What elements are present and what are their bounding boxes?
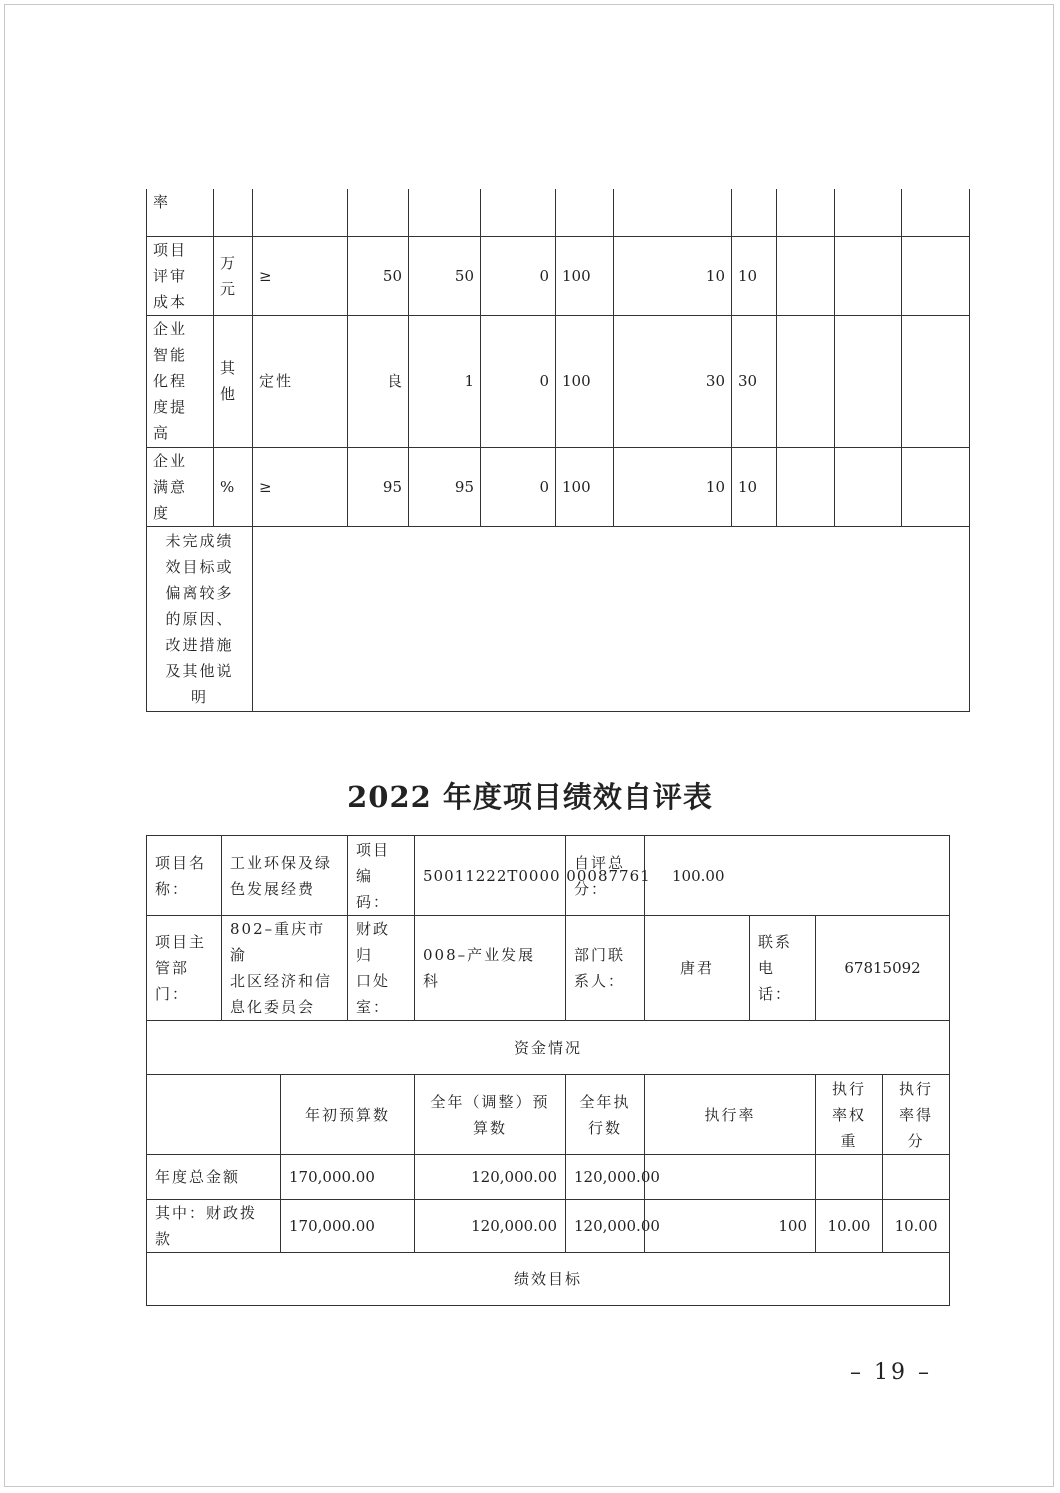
weight-cell: 10 xyxy=(614,447,732,526)
table-row xyxy=(147,315,970,447)
project-name-value: 工业环保及绿 色发展经费 xyxy=(222,836,348,916)
goals-section-title: 绩效目标 xyxy=(147,1253,950,1306)
extra-cell xyxy=(777,447,835,526)
office-label: 财政归 口处 室： xyxy=(348,916,415,1021)
extra-cell xyxy=(902,236,970,315)
extra-cell xyxy=(835,189,902,236)
weight-cell xyxy=(614,189,732,236)
indicator-name-cell: 项目 评审 成本 xyxy=(147,236,214,315)
completion-cell: 100 xyxy=(556,236,614,315)
target-cell: 95 xyxy=(348,447,409,526)
funds-header-initial: 年初预算数 xyxy=(281,1075,415,1155)
deviation-cell: 0 xyxy=(481,315,556,447)
table-row xyxy=(147,916,950,1021)
dept-value: 802–重庆市渝 北区经济和信 息化委员会 xyxy=(222,916,348,1021)
extra-cell xyxy=(835,315,902,447)
completion-cell: 100 xyxy=(556,447,614,526)
score-cell: 10 xyxy=(732,236,777,315)
self-score-value: 100.00 xyxy=(645,836,950,916)
project-name-label: 项目名 称： xyxy=(147,836,222,916)
extra-cell xyxy=(777,236,835,315)
remarks-value xyxy=(253,526,970,711)
table-row xyxy=(147,236,970,315)
performance-indicator-table xyxy=(146,189,970,712)
contact-label: 部门联 系人： xyxy=(566,916,645,1021)
extra-cell xyxy=(835,236,902,315)
table-row xyxy=(147,1021,950,1075)
actual-cell xyxy=(409,189,481,236)
funds-initial-cell: 170,000.00 xyxy=(281,1200,415,1253)
contact-value: 唐君 xyxy=(645,916,750,1021)
funds-header-blank xyxy=(147,1075,281,1155)
extra-cell xyxy=(902,447,970,526)
funds-weight-cell xyxy=(816,1155,883,1200)
funds-header-row xyxy=(147,1075,950,1155)
dept-label: 项目主 管部 门： xyxy=(147,916,222,1021)
indicator-name-cell: 企业 智能 化程 度提 高 xyxy=(147,315,214,447)
completion-cell: 100 xyxy=(556,315,614,447)
operator-cell: ≥ xyxy=(253,236,348,315)
unit-cell: 万 元 xyxy=(214,236,253,315)
unit-cell xyxy=(214,189,253,236)
project-code-label: 项目编 码： xyxy=(348,836,415,916)
score-cell: 10 xyxy=(732,447,777,526)
indicator-name-cell: 企业 满意 度 xyxy=(147,447,214,526)
actual-cell: 95 xyxy=(409,447,481,526)
funds-adjusted-cell: 120,000.00 xyxy=(415,1155,566,1200)
funds-row-label: 年度总金额 xyxy=(147,1155,281,1200)
score-cell xyxy=(732,189,777,236)
funds-header-adjusted: 全年（调整）预 算数 xyxy=(415,1075,566,1155)
table-row xyxy=(147,836,950,916)
operator-cell: 定性 xyxy=(253,315,348,447)
funds-executed-cell: 120,000.00 xyxy=(566,1200,645,1253)
funds-initial-cell: 170,000.00 xyxy=(281,1155,415,1200)
funds-row-label: 其中：财政拨 款 xyxy=(147,1200,281,1253)
indicator-name-cell: 率 xyxy=(147,189,214,236)
deviation-cell: 0 xyxy=(481,447,556,526)
table-row xyxy=(147,447,970,526)
page-number: – 19 – xyxy=(850,1360,932,1385)
funds-rate-cell xyxy=(645,1155,816,1200)
deviation-cell xyxy=(481,189,556,236)
weight-cell: 30 xyxy=(614,315,732,447)
funds-header-score: 执行 率得 分 xyxy=(883,1075,950,1155)
deviation-cell: 0 xyxy=(481,236,556,315)
phone-value: 67815092 xyxy=(816,916,950,1021)
project-code-value: 50011222T0000 00087761 xyxy=(415,836,566,916)
target-cell: 良 xyxy=(348,315,409,447)
funds-header-rate: 执行率 xyxy=(645,1075,816,1155)
table-row xyxy=(147,526,970,711)
funds-adjusted-cell: 120,000.00 xyxy=(415,1200,566,1253)
unit-cell: 其 他 xyxy=(214,315,253,447)
table-row xyxy=(147,189,970,236)
funds-rate-cell: 100 xyxy=(645,1200,816,1253)
extra-cell xyxy=(902,189,970,236)
remarks-label: 未完成绩 效目标或 偏离较多 的原因、 改进措施 及其他说 明 xyxy=(147,526,253,711)
self-score-label: 自评总 分： xyxy=(566,836,645,916)
completion-cell xyxy=(556,189,614,236)
weight-cell: 10 xyxy=(614,236,732,315)
funds-score-cell: 10.00 xyxy=(883,1200,950,1253)
funds-header-weight: 执行 率权 重 xyxy=(816,1075,883,1155)
funds-executed-cell: 120,000.00 xyxy=(566,1155,645,1200)
funds-header-executed: 全年执行数 xyxy=(566,1075,645,1155)
table-row xyxy=(147,1155,950,1200)
target-cell xyxy=(348,189,409,236)
actual-cell: 50 xyxy=(409,236,481,315)
table-row xyxy=(147,1253,950,1306)
extra-cell xyxy=(777,315,835,447)
funds-weight-cell: 10.00 xyxy=(816,1200,883,1253)
unit-cell: % xyxy=(214,447,253,526)
extra-cell xyxy=(835,447,902,526)
operator-cell: ≥ xyxy=(253,447,348,526)
funds-section-title: 资金情况 xyxy=(147,1021,950,1075)
operator-cell xyxy=(253,189,348,236)
page-title: 2022 年度项目绩效自评表 xyxy=(347,780,713,814)
actual-cell: 1 xyxy=(409,315,481,447)
extra-cell xyxy=(777,189,835,236)
phone-label: 联系 电 话： xyxy=(750,916,816,1021)
self-evaluation-table xyxy=(146,835,950,1306)
score-cell: 30 xyxy=(732,315,777,447)
funds-score-cell xyxy=(883,1155,950,1200)
table-row xyxy=(147,1200,950,1253)
office-value: 008–产业发展 科 xyxy=(415,916,566,1021)
extra-cell xyxy=(902,315,970,447)
target-cell: 50 xyxy=(348,236,409,315)
